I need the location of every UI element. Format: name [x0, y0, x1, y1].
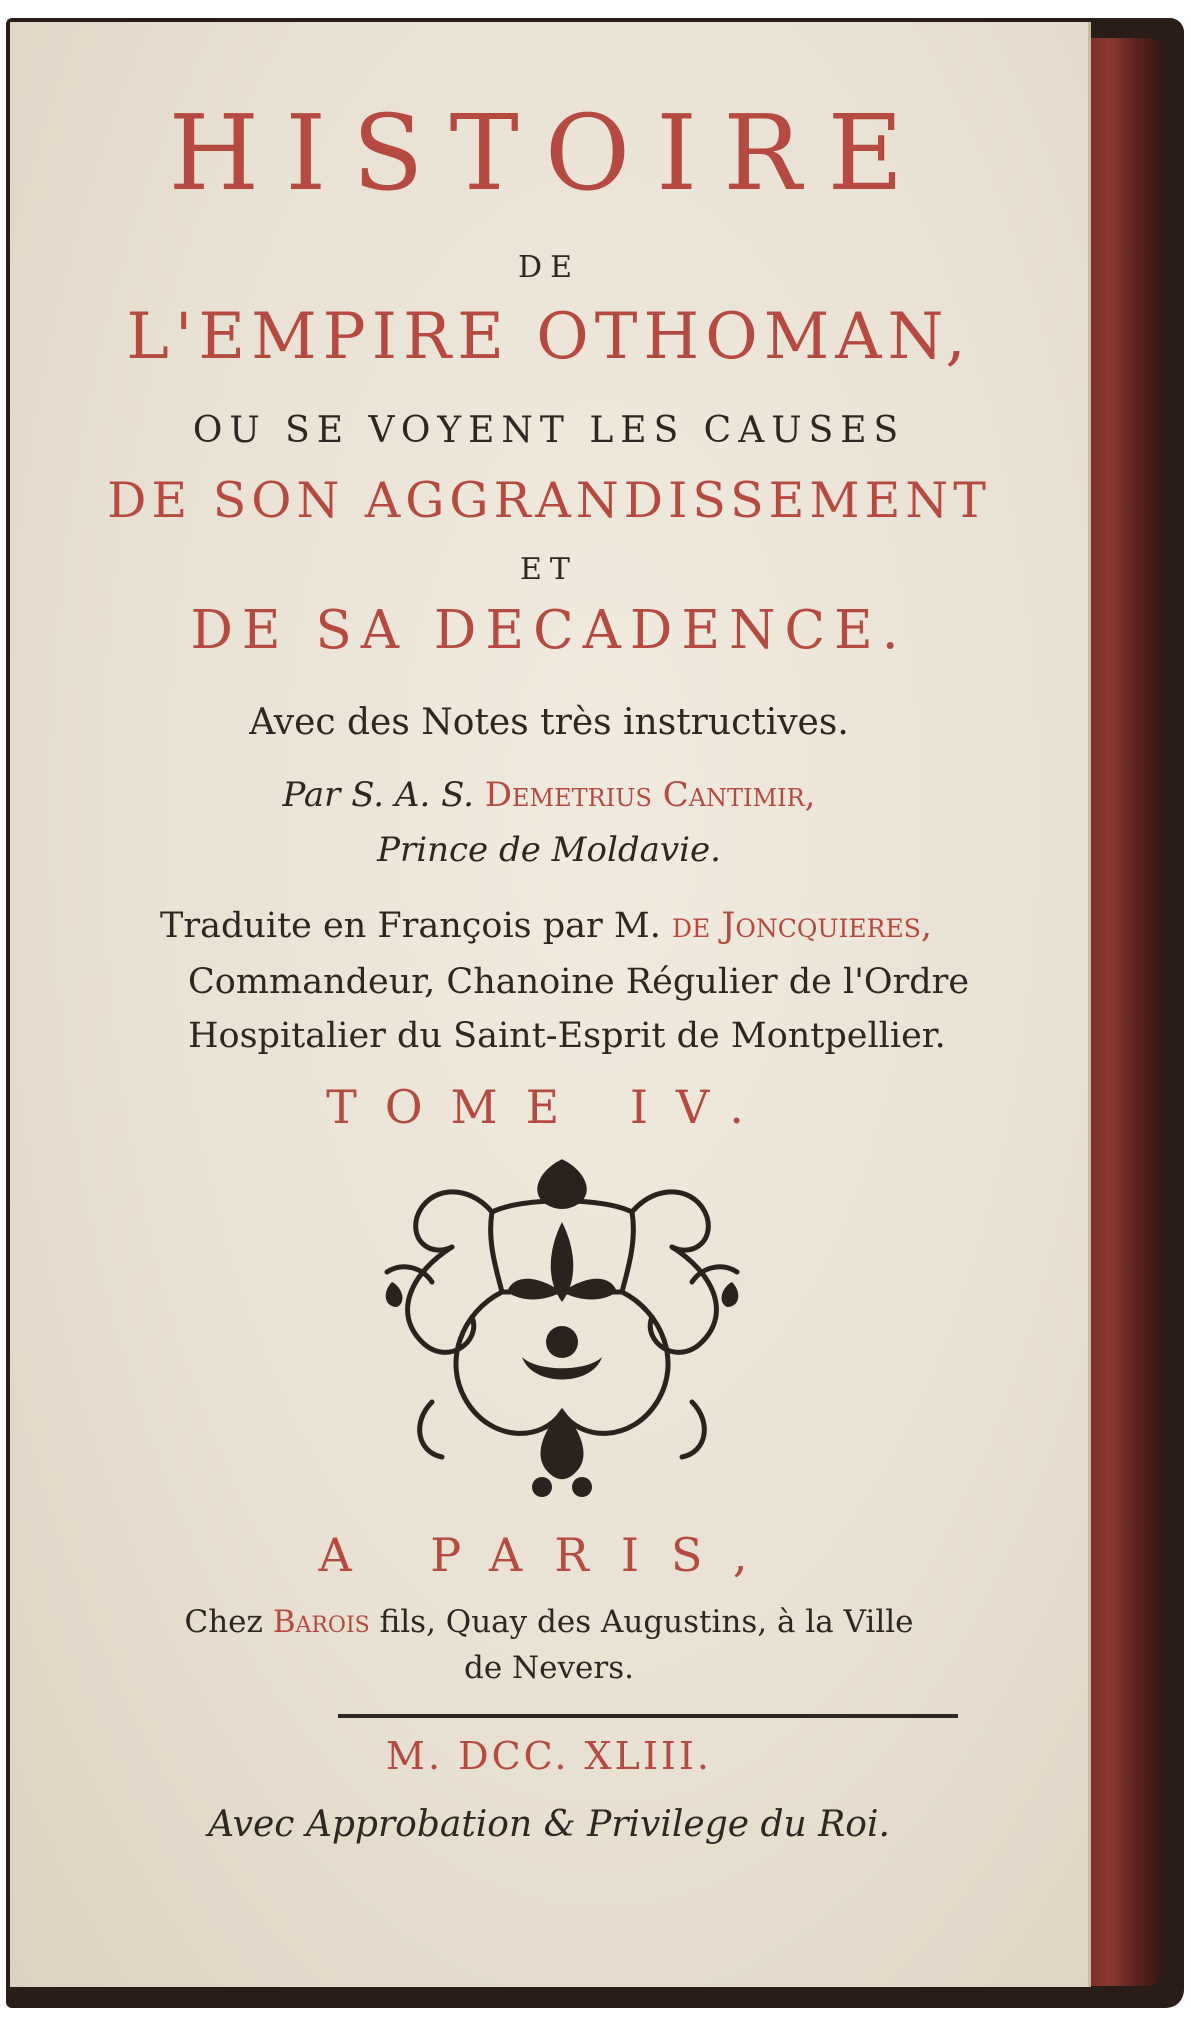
main-title: HISTOIRE [168, 92, 930, 214]
title-page [10, 22, 1091, 1987]
subtitle-aggrandissement: DE SON AGGRANDISSEMENT [107, 472, 991, 529]
notes-line: Avec des Notes très instructives. [249, 702, 849, 743]
publisher-line-2: de Nevers. [464, 1650, 634, 1686]
printers-fleuron-ornament-icon [372, 1142, 752, 1502]
divider-rule [338, 1714, 958, 1718]
author-title: Prince de Moldavie. [377, 830, 721, 870]
subtitle-causes: OU SE VOYENT LES CAUSES [192, 410, 906, 451]
title-de: DE [518, 250, 580, 285]
subtitle-et: ET [520, 552, 578, 587]
translator-line [160, 906, 932, 946]
author-prefix: Par S. A. S. [282, 775, 474, 815]
publisher-address: fils, Quay des Augustins, à la Ville [379, 1604, 914, 1640]
imprint-place: A PARIS, [318, 1528, 780, 1582]
translator-prefix: Traduite en François par M. [160, 906, 661, 946]
empire-title: L'EMPIRE OTHOMAN, [126, 300, 972, 374]
author-name: Demetrius Cantimir, [484, 775, 816, 815]
privilege-line: Avec Approbation & Privilege du Roi. [208, 1804, 890, 1845]
subtitle-decadence: DE SA DECADENCE. [190, 600, 908, 661]
publisher-prefix: Chez [184, 1604, 263, 1640]
page-edge [1082, 38, 1160, 1986]
imprint-date: M. DCC. XLIII. [386, 1734, 712, 1778]
author-line [10, 775, 1088, 815]
publisher-line [10, 1604, 1088, 1640]
translator-line-3: Hospitalier du Saint-Esprit de Montpellier. [188, 1016, 946, 1056]
volume-number: TOME IV. [326, 1080, 772, 1134]
translator-name: de Joncquieres, [671, 906, 932, 946]
translator-line-2: Commandeur, Chanoine Régulier de l'Ordre [188, 962, 970, 1002]
publisher-name: Barois [272, 1604, 370, 1640]
